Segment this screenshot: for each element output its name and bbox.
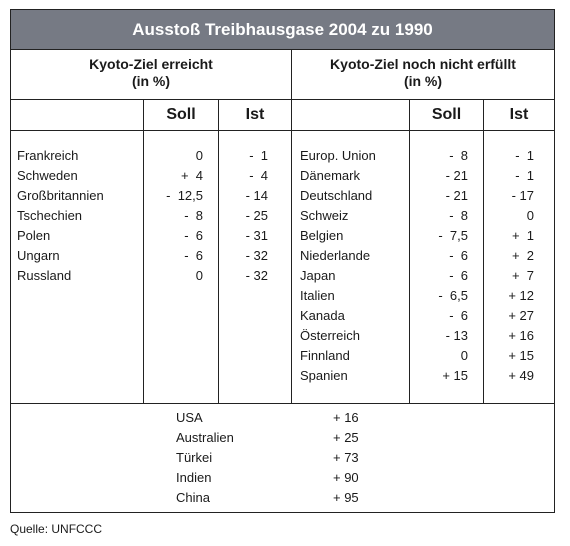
left-heading-line1: Kyoto-Ziel erreicht [89, 56, 213, 72]
right-ist: + 1 [511, 228, 534, 243]
left-group-heading [11, 56, 291, 90]
right-soll: - 6 [449, 308, 468, 323]
right-country: Dänemark [300, 168, 360, 183]
divider-left-ist [218, 99, 219, 403]
right-soll: + 15 [442, 368, 468, 383]
divider-right-soll [409, 99, 410, 403]
right-heading-line2: (in %) [403, 73, 443, 89]
right-country: Belgien [300, 228, 344, 243]
divider-right-ist [483, 99, 484, 403]
right-ist: - 1 [515, 148, 534, 163]
right-country: Deutschland [300, 188, 373, 203]
divider-center [291, 49, 292, 403]
right-ist: 0 [526, 208, 534, 223]
right-ist: + 49 [508, 368, 534, 383]
right-soll: - 6 [449, 268, 468, 283]
left-country: Frankreich [17, 148, 79, 163]
right-soll: - 8 [449, 208, 468, 223]
left-ist: - 1 [249, 148, 268, 163]
right-soll: - 6 [449, 248, 468, 263]
right-country: Kanada [300, 308, 345, 323]
right-soll: 0 [460, 348, 468, 363]
right-ist: - 1 [515, 168, 534, 183]
divider-heading [11, 99, 554, 100]
left-ist: - 4 [249, 168, 268, 183]
left-soll: - 6 [184, 248, 203, 263]
bottom-country: Türkei [176, 450, 213, 465]
right-soll: - 7,5 [438, 228, 468, 243]
table-title: Ausstoß Treibhausgase 2004 zu 1990 [11, 10, 554, 50]
left-country: Tschechien [17, 208, 83, 223]
right-country: Niederlande [300, 248, 371, 263]
divider-colhead [11, 130, 554, 131]
bottom-value: + 95 [333, 490, 359, 505]
source-note: Quelle: UNFCCC [10, 522, 103, 536]
bottom-country: Australien [176, 430, 234, 445]
left-country: Russland [17, 268, 72, 283]
left-heading-line2: (in %) [131, 73, 171, 89]
right-country: Finnland [300, 348, 350, 363]
left-country: Polen [17, 228, 51, 243]
left-ist: - 14 [245, 188, 268, 203]
left-soll: 0 [195, 268, 203, 283]
bottom-value: + 25 [333, 430, 359, 445]
bottom-value: + 90 [333, 470, 359, 485]
divider-bottom-section [11, 403, 554, 404]
right-soll: - 8 [449, 148, 468, 163]
right-country: Spanien [300, 368, 348, 383]
left-ist: - 31 [245, 228, 268, 243]
right-ist: + 2 [511, 248, 534, 263]
left-soll: - 8 [184, 208, 203, 223]
left-country: Schweden [17, 168, 78, 183]
bottom-value: + 16 [333, 410, 359, 425]
right-country: Japan [300, 268, 336, 283]
right-ist: - 17 [511, 188, 534, 203]
left-soll: 0 [195, 148, 203, 163]
right-ist: + 16 [508, 328, 534, 343]
left-col-soll: Soll [166, 106, 196, 123]
right-soll: - 21 [445, 168, 468, 183]
left-ist: - 32 [245, 248, 268, 263]
right-soll: - 13 [445, 328, 468, 343]
divider-left-soll [143, 99, 144, 403]
right-ist: + 12 [508, 288, 534, 303]
bottom-value: + 73 [333, 450, 359, 465]
left-soll: + 4 [180, 168, 203, 183]
right-ist: + 27 [508, 308, 534, 323]
left-country: Ungarn [17, 248, 60, 263]
bottom-country: USA [176, 410, 203, 425]
right-country: Schweiz [300, 208, 349, 223]
left-soll: - 12,5 [166, 188, 203, 203]
bottom-country: Indien [176, 470, 212, 485]
left-col-ist: Ist [245, 106, 265, 123]
right-country: Europ. Union [300, 148, 376, 163]
right-col-ist: Ist [509, 106, 529, 123]
left-soll: - 6 [184, 228, 203, 243]
left-ist: - 25 [245, 208, 268, 223]
right-ist: + 7 [511, 268, 534, 283]
right-soll: - 6,5 [438, 288, 468, 303]
right-soll: - 21 [445, 188, 468, 203]
right-ist: + 15 [508, 348, 534, 363]
right-country: Österreich [300, 328, 360, 343]
right-col-soll: Soll [431, 106, 462, 123]
emissions-table [10, 9, 555, 513]
right-heading-line1: Kyoto-Ziel noch nicht erfüllt [330, 56, 516, 72]
bottom-country: China [176, 490, 210, 505]
left-country: Großbritannien [17, 188, 104, 203]
right-group-heading [292, 56, 554, 90]
right-country: Italien [300, 288, 335, 303]
left-ist: - 32 [245, 268, 268, 283]
